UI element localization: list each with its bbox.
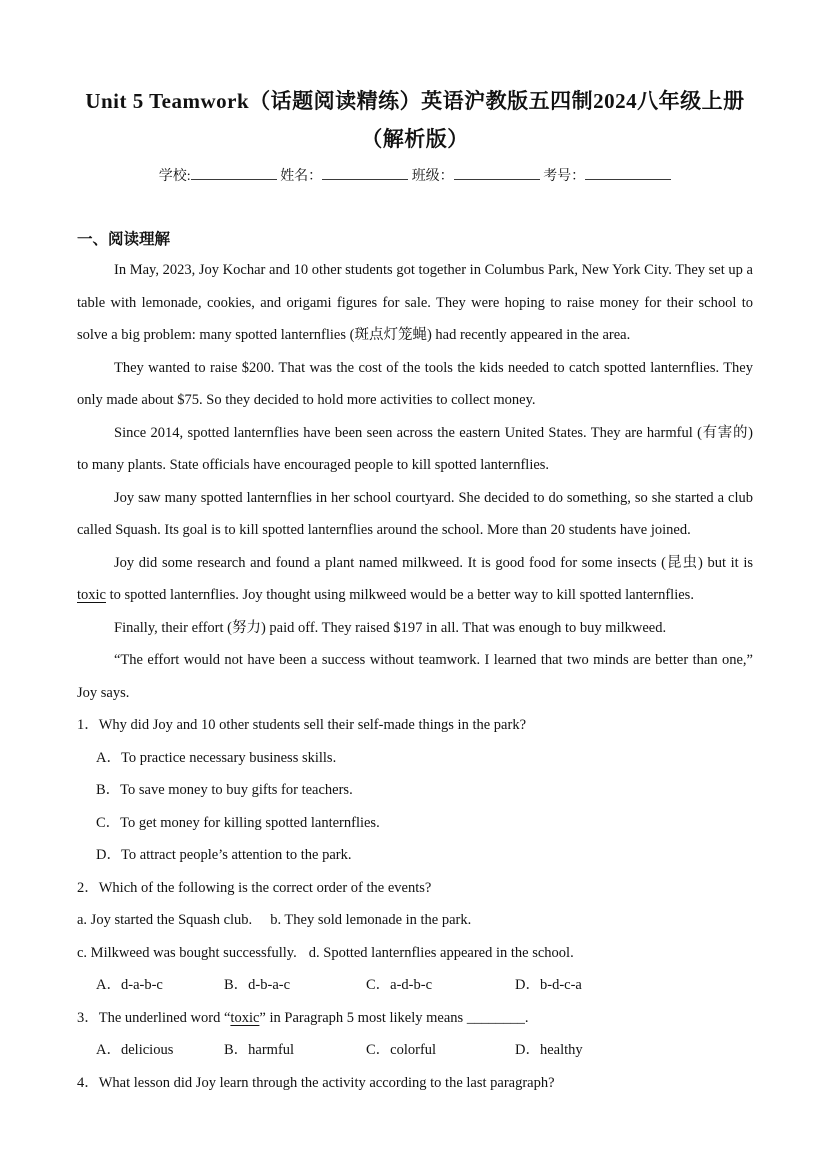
question-3-option-c <box>366 1034 515 1067</box>
passage-paragraph-7: “The effort would not have been a success without teamwork. I learned that two minds are better than one,” Joy says. <box>77 652 753 701</box>
question-2-option-b <box>224 969 366 1002</box>
option-c-text: colorful <box>390 1042 437 1058</box>
question-1-option-b <box>77 774 753 807</box>
question-3-option-a <box>96 1034 224 1067</box>
class-blank <box>454 165 540 180</box>
option-a-label: A． <box>96 749 121 766</box>
option-a-text: delicious <box>120 1042 174 1058</box>
option-c-text: a-d-b-c <box>390 977 433 993</box>
document-title: Unit 5 Teamwork（话题阅读精练）英语沪教版五四制2024八年级上册（解析版） <box>85 89 745 151</box>
school-label: 学校: <box>158 169 191 184</box>
option-a-text: d-a-b-c <box>120 977 163 993</box>
option-b-label: B． <box>224 977 249 993</box>
school-blank <box>191 165 277 180</box>
question-3-answer-blank: ________ <box>466 1009 525 1026</box>
class-label: 班级： <box>411 169 454 184</box>
question-3-options-row <box>77 1034 753 1067</box>
paragraph-5-text-before: Joy did some research and found a plant named milkweed. It is good food for some insects (昆虫) but it is <box>114 554 753 571</box>
option-a-label: A． <box>96 1042 121 1058</box>
event-a: a. Joy started the Squash club. <box>77 912 253 928</box>
question-4-number: 4． <box>77 1074 99 1091</box>
question-3-text-after: ” in Paragraph 5 most likely means <box>259 1009 467 1026</box>
option-a-label: A． <box>96 977 121 993</box>
question-2-events-line-2 <box>77 937 753 970</box>
question-2-option-c <box>366 969 515 1002</box>
exam-number-label: 考号： <box>543 169 586 184</box>
question-3-option-b <box>224 1034 366 1067</box>
option-d-label: D． <box>96 847 121 863</box>
student-info-line <box>77 165 753 189</box>
option-d-label: D． <box>515 1042 540 1058</box>
question-1-option-d <box>77 839 753 872</box>
class-field <box>412 165 540 189</box>
question-3-period: . <box>524 1009 529 1026</box>
question-3-option-d <box>515 1034 753 1067</box>
option-c-label: C． <box>96 814 121 831</box>
option-d-text: healthy <box>539 1042 583 1058</box>
event-b: b. They sold lemonade in the park. <box>270 912 472 928</box>
name-blank <box>322 165 408 180</box>
questions-block <box>77 709 753 1099</box>
option-b-text: d-b-a-c <box>248 977 291 993</box>
question-2-text: Which of the following is the correct order of the events? <box>98 879 432 896</box>
school-field <box>159 165 277 189</box>
paragraph-5-text-after: to spotted lanternflies. Joy thought using milkweed would be a better way to kill spotted lanternflies. <box>106 587 694 603</box>
exam-number-blank <box>585 165 671 180</box>
passage-paragraph-5 <box>77 547 753 612</box>
question-3-underlined-word: toxic <box>230 1009 260 1026</box>
question-1-text: Why did Joy and 10 other students sell their self-made things in the park? <box>98 717 527 733</box>
event-c: c. Milkweed was bought successfully. <box>77 944 297 961</box>
option-a-text: To practice necessary business skills. <box>120 749 337 766</box>
option-c-label: C． <box>366 977 391 993</box>
question-2-number: 2． <box>77 879 99 896</box>
question-4 <box>77 1067 753 1100</box>
passage-paragraph-1: In May, 2023, Joy Kochar and 10 other students got together in Columbus Park, New York City. They set up a table with lemonade, cookies, and origami figures for sale. They were hoping to raise money for their school to solve a big problem: many spotted lanternflies (斑点灯笼蝇) had recently appeared in the area. <box>77 262 753 343</box>
name-label: 姓名： <box>280 169 323 184</box>
question-2 <box>77 872 753 905</box>
exam-number-field <box>543 165 671 189</box>
option-b-label: B． <box>96 782 121 798</box>
underlined-word-toxic: toxic <box>77 587 106 603</box>
reading-passage <box>77 254 753 709</box>
question-1-option-a <box>77 742 753 775</box>
section-heading-reading-comprehension: 一、阅读理解 <box>77 231 171 248</box>
option-b-text: To save money to buy gifts for teachers. <box>120 782 353 798</box>
passage-paragraph-3: Since 2014, spotted lanternflies have been seen across the eastern United States. They are harmful (有害的) to many plants. State officials have encouraged people to kill spotted lanternflies. <box>77 424 753 473</box>
passage-paragraph-6: Finally, their effort (努力) paid off. They raised $197 in all. That was enough to buy milkweed. <box>114 619 667 636</box>
question-2-events-line-1 <box>77 904 753 937</box>
question-1-option-c <box>77 807 753 840</box>
question-1 <box>77 709 753 742</box>
option-d-text: To attract people’s attention to the park. <box>120 847 352 863</box>
option-c-label: C． <box>366 1042 391 1058</box>
question-3-number: 3． <box>77 1009 99 1026</box>
question-3-text-before: The underlined word “ <box>98 1009 231 1026</box>
event-d: d. Spotted lanternflies appeared in the school. <box>308 944 574 961</box>
option-b-label: B． <box>224 1042 249 1058</box>
question-2-option-a <box>96 969 224 1002</box>
option-d-text: b-d-c-a <box>539 977 582 993</box>
option-c-text: To get money for killing spotted lanternflies. <box>120 814 380 831</box>
passage-paragraph-2: They wanted to raise $200. That was the cost of the tools the kids needed to catch spotted lanternflies. They only made about $75. So they decided to hold more activities to collect money. <box>77 359 753 408</box>
question-2-options-row <box>77 969 753 1002</box>
question-1-number: 1． <box>77 717 99 733</box>
passage-paragraph-4: Joy saw many spotted lanternflies in her school courtyard. She decided to do something, so she started a club called Squash. Its goal is to kill spotted lanternflies around the school. More than 20 students have joined. <box>77 489 753 538</box>
name-field <box>280 165 408 189</box>
option-b-text: harmful <box>248 1042 295 1058</box>
question-4-text: What lesson did Joy learn through the activity according to the last paragraph? <box>98 1074 555 1091</box>
option-d-label: D． <box>515 977 540 993</box>
question-3 <box>77 1002 753 1035</box>
question-2-option-d <box>515 969 753 1002</box>
